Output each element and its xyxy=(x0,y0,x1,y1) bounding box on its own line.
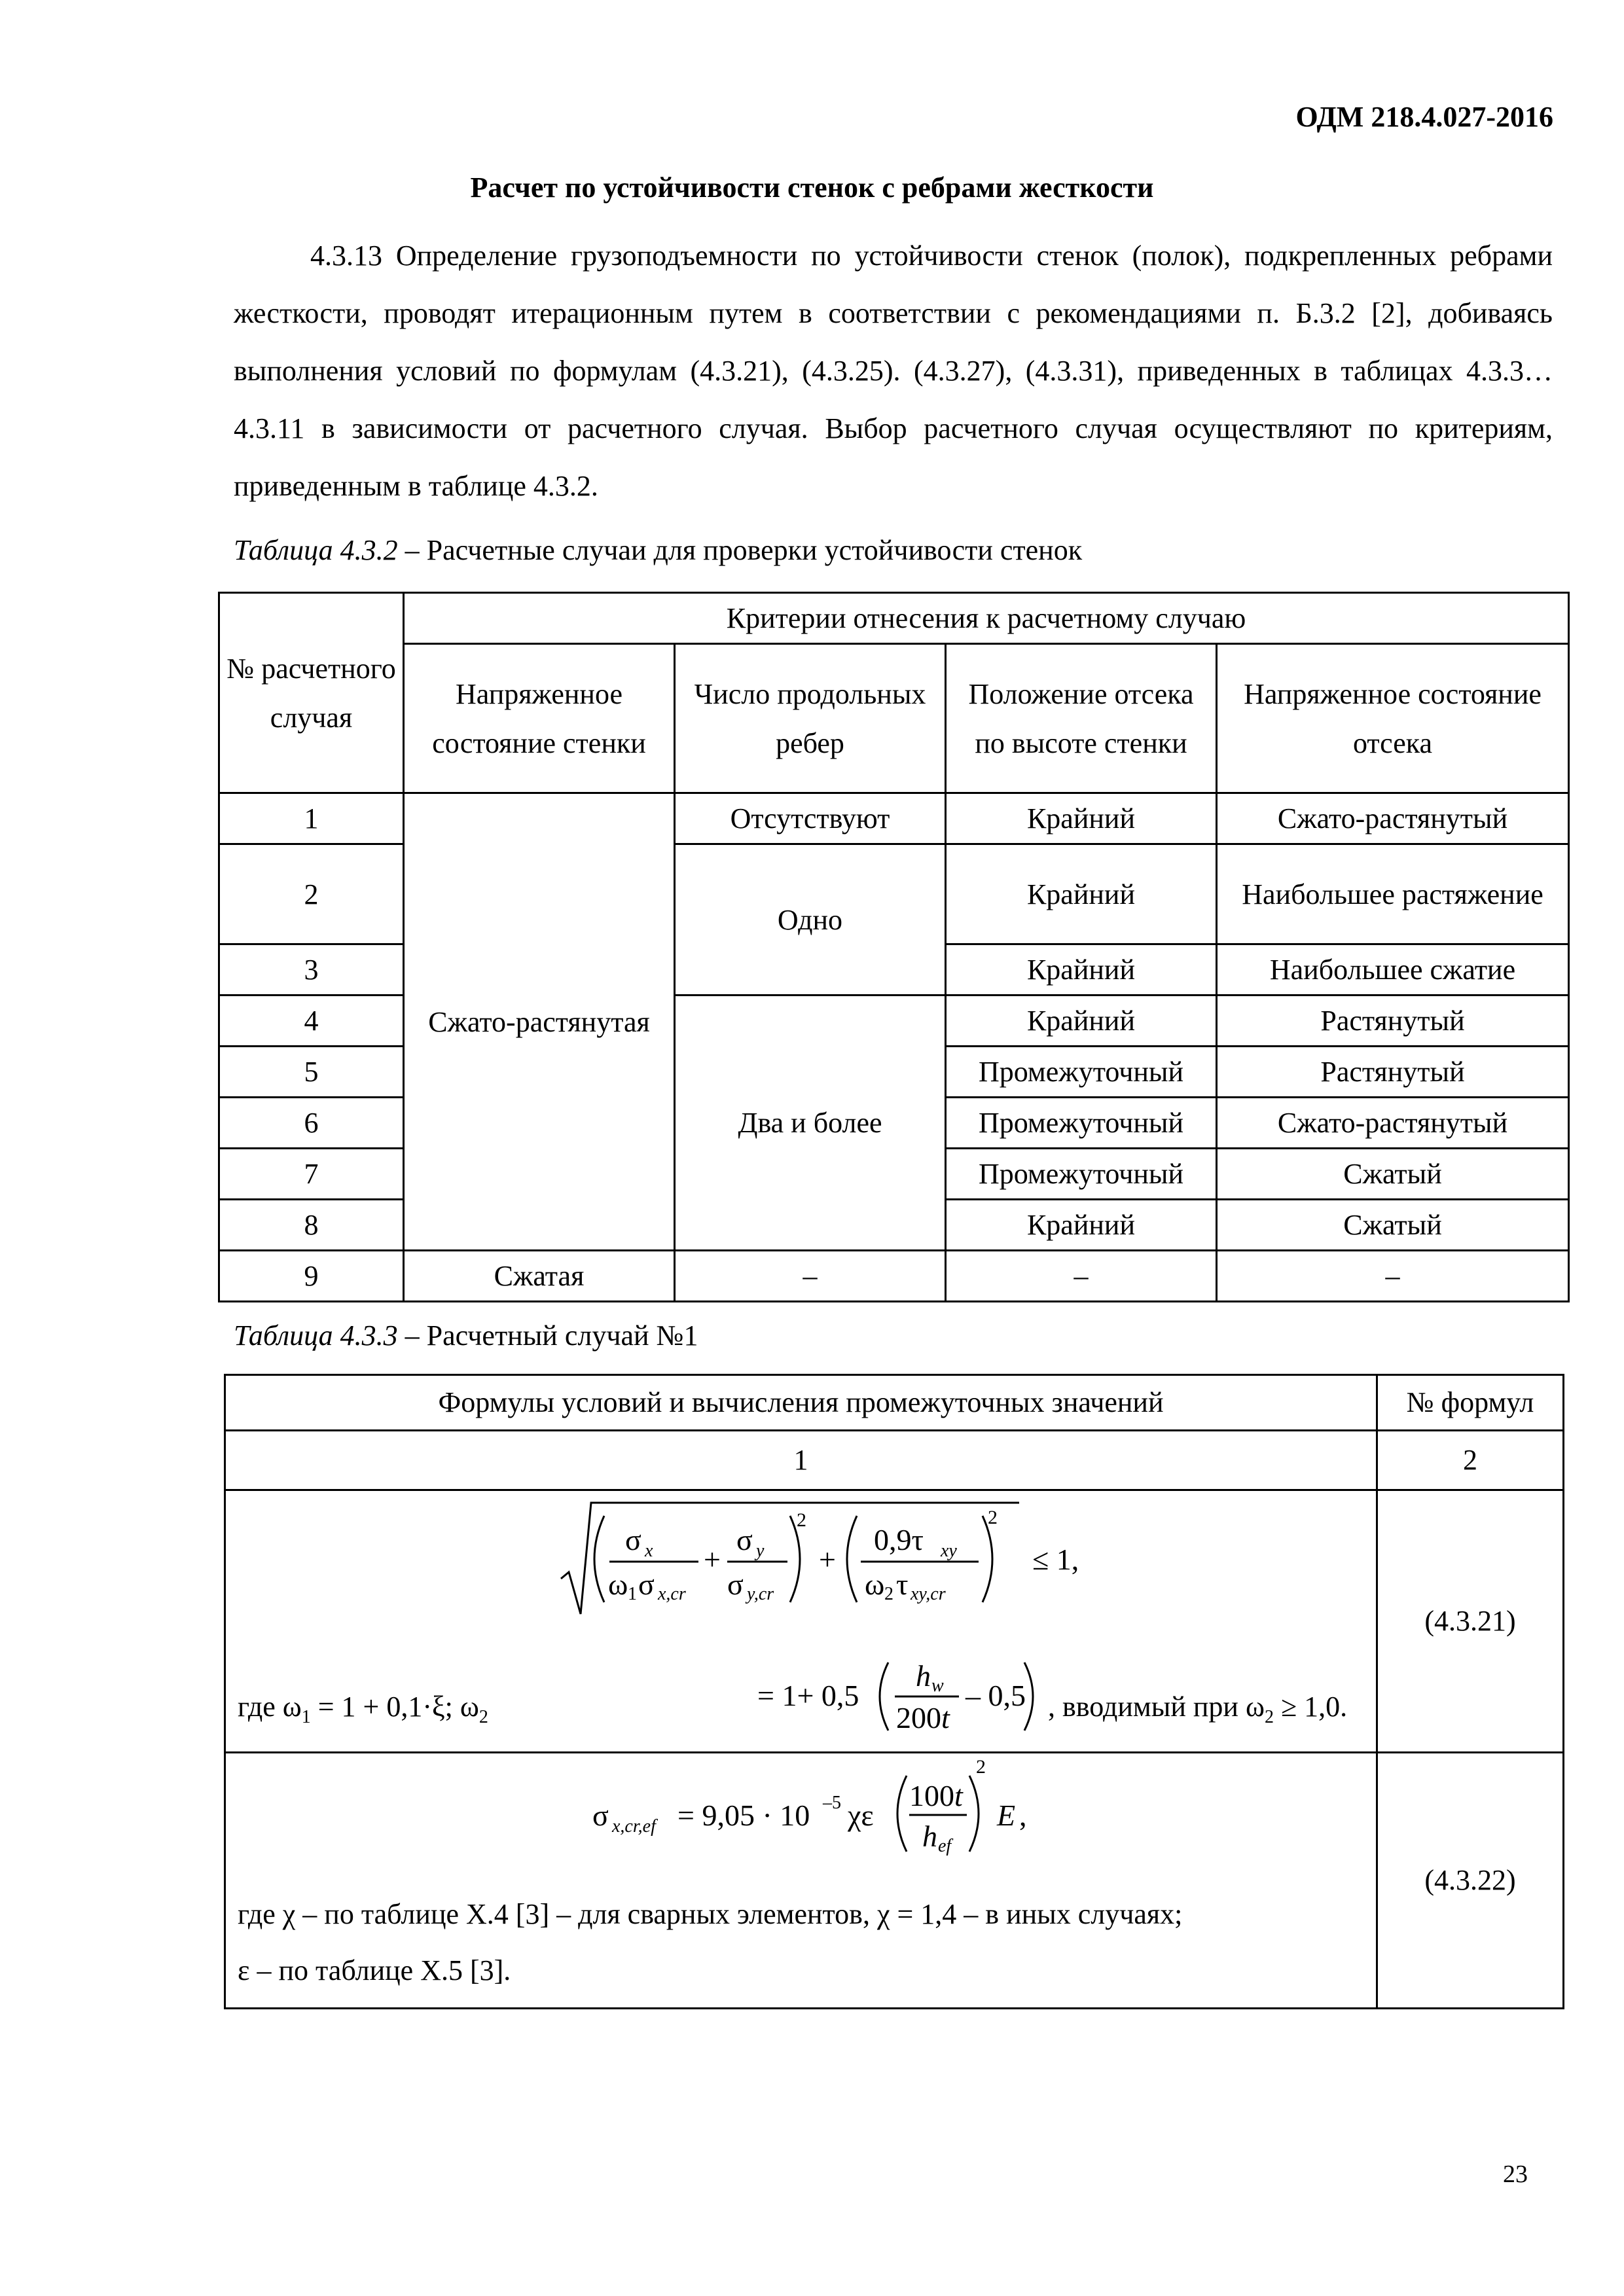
body-paragraph xyxy=(234,227,1553,515)
svg-text:2: 2 xyxy=(988,1507,998,1528)
svg-text:h: h xyxy=(922,1820,937,1853)
table-cell: – xyxy=(1217,1251,1569,1302)
table-cell: – xyxy=(946,1251,1217,1302)
table-cell: Сжатый xyxy=(1217,1149,1569,1200)
table-cell: 1 xyxy=(219,793,404,844)
svg-text:2: 2 xyxy=(797,1509,806,1531)
svg-text:= 9,05 · 10: = 9,05 · 10 xyxy=(677,1799,810,1832)
table-cell: Крайний xyxy=(946,793,1217,844)
svg-text:w: w xyxy=(931,1676,944,1696)
svg-text:χε: χε xyxy=(848,1799,874,1832)
table-cell-ribs-one: Одно xyxy=(675,844,946,996)
svg-text:y: y xyxy=(756,1541,765,1561)
table-cell: 5 xyxy=(219,1047,404,1098)
svg-text:1: 1 xyxy=(628,1584,637,1604)
svg-text:x,cr,ef: x,cr,ef xyxy=(612,1816,656,1837)
svg-text:σ: σ xyxy=(736,1523,753,1556)
table-cell: 4 xyxy=(219,996,404,1047)
table-4-3-2 xyxy=(218,592,1570,1302)
table-4-3-2-caption xyxy=(234,533,1082,567)
svg-text:200t: 200t xyxy=(896,1701,950,1734)
svg-text:h: h xyxy=(916,1659,931,1693)
table-cell: Растянутый xyxy=(1217,996,1569,1047)
table-cell: Промежуточный xyxy=(946,1098,1217,1149)
table-cell: Крайний xyxy=(946,1200,1217,1251)
svg-text:–5: –5 xyxy=(823,1793,841,1813)
table-cell-ribs-two: Два и более xyxy=(675,996,946,1251)
svg-text:E: E xyxy=(997,1799,1016,1832)
table-4-3-3-caption xyxy=(234,1319,698,1352)
formula-where-line-1: где χ – по таблице Х.4 [3] – для сварных элементов, χ = 1,4 – в иных случаях; xyxy=(238,1898,1183,1930)
table-cell: Растянутый xyxy=(1217,1047,1569,1098)
svg-text:+: + xyxy=(704,1543,721,1576)
formula-where-line: где $\omega_1 = 1 + 0,1\cdot\xi$; $\omega_2$ xyxy=(238,1691,488,1727)
table-cell: Наибольшее растяжение xyxy=(1217,844,1569,944)
section-title: Расчет по устойчивости стенок с ребрами жесткости xyxy=(470,171,1154,204)
table-cell: 6 xyxy=(219,1098,404,1149)
svg-text:σ: σ xyxy=(727,1568,744,1601)
caption-label: Таблица 4.3.2 xyxy=(234,534,398,566)
svg-text:σ: σ xyxy=(592,1799,609,1832)
formula-where-line-2: ε – по таблице Х.5 [3]. xyxy=(238,1954,511,1986)
paragraph-4-3-13: 4.3.13 Определение грузоподъемности по устойчивости стенок (полок), подкрепленных ребрами жесткости, проводят итерационным путем в соответствии с рекомендациями п. Б.3.2 [2], добиваясь выполнения условий по формулам (4.3.21), (4.3.25). (4.3.27), (4.3.31), приведенных в таблицах 4.3.3…4.3.11 в зависимости от расчетного случая. Выбор расчетного случая осуществляют по критериям, приведенным в таблице 4.3.2. xyxy=(234,240,1553,502)
svg-text:σ: σ xyxy=(638,1568,655,1601)
svg-text:0,9τ: 0,9τ xyxy=(874,1523,924,1556)
header-case-number: № расчетного случая xyxy=(219,593,404,793)
table-4-3-3 xyxy=(224,1374,1564,2009)
table-cell-stress-merged: Сжато-растянутая xyxy=(404,793,675,1251)
svg-text:y,cr: y,cr xyxy=(747,1584,774,1604)
svg-text:xy: xy xyxy=(941,1541,957,1561)
header-criteria: Критерии отнесения к расчетному случаю xyxy=(404,593,1569,644)
svg-text:= 1+ 0,5: = 1+ 0,5 xyxy=(757,1679,859,1712)
table-cell: 7 xyxy=(219,1149,404,1200)
svg-text:τ: τ xyxy=(896,1568,909,1601)
svg-text:x: x xyxy=(645,1541,653,1561)
svg-text:xy,cr: xy,cr xyxy=(911,1584,946,1604)
svg-text:x,cr: x,cr xyxy=(658,1584,686,1604)
svg-text:σ: σ xyxy=(625,1523,641,1556)
svg-text:,: , xyxy=(1019,1799,1027,1832)
table-cell: Крайний xyxy=(946,844,1217,944)
svg-text:ef: ef xyxy=(938,1836,952,1856)
caption-text: – Расчетный случай №1 xyxy=(397,1319,698,1352)
table-cell: 9 xyxy=(219,1251,404,1302)
header-wall-stress: Напряженное состояние стенки xyxy=(404,644,675,793)
formula-cell-4-3-22 xyxy=(225,1753,1377,2009)
header-panel-stress: Напряженное состояние отсека xyxy=(1217,644,1569,793)
caption-text: – Расчетные случаи для проверки устойчивости стенок xyxy=(397,534,1083,566)
where-lead: где ω xyxy=(238,1691,302,1723)
table-cell: 2 xyxy=(219,844,404,944)
page-number: 23 xyxy=(1503,2161,1528,2188)
header-formulas: Формулы условий и вычисления промежуточных значений xyxy=(225,1375,1377,1431)
svg-text:– 0,5: – 0,5 xyxy=(965,1679,1026,1712)
header-formula-numbers: № формул xyxy=(1377,1375,1564,1431)
table-cell: 3 xyxy=(219,944,404,996)
svg-text:ω: ω xyxy=(608,1568,628,1601)
table-cell: Отсутствуют xyxy=(675,793,946,844)
table-cell: Крайний xyxy=(946,944,1217,996)
caption-label: Таблица 4.3.3 xyxy=(234,1319,398,1352)
table-cell: Сжатая xyxy=(404,1251,675,1302)
table-cell: Промежуточный xyxy=(946,1149,1217,1200)
where-end: ≥ 1,0. xyxy=(1273,1691,1348,1723)
header-panel-position: Положение отсека по высоте стенки xyxy=(946,644,1217,793)
where-tail: , вводимый при ω xyxy=(1048,1691,1265,1723)
svg-text:ω: ω xyxy=(865,1568,885,1601)
table-cell: Сжатый xyxy=(1217,1200,1569,1251)
header-rib-count: Число продольных ребер xyxy=(675,644,946,793)
svg-text:≤ 1,: ≤ 1, xyxy=(1032,1543,1079,1576)
table-cell: 8 xyxy=(219,1200,404,1251)
table-cell: Наибольшее сжатие xyxy=(1217,944,1569,996)
svg-text:100t: 100t xyxy=(909,1779,963,1812)
formula-cell-4-3-21 xyxy=(225,1490,1377,1753)
column-index: 2 xyxy=(1377,1431,1564,1490)
table-cell: – xyxy=(675,1251,946,1302)
formula-number-4-3-22: (4.3.22) xyxy=(1377,1753,1564,2009)
svg-text:2: 2 xyxy=(884,1584,893,1604)
table-cell: Промежуточный xyxy=(946,1047,1217,1098)
svg-text:+: + xyxy=(819,1543,836,1576)
formula-where-tail: , вводимый при $\omega_2 \ge 1,0$. xyxy=(1048,1691,1348,1727)
table-cell: Сжато-растянутый xyxy=(1217,793,1569,844)
document-code: ОДМ 218.4.027-2016 xyxy=(1295,101,1553,133)
where-mid: = 1 + 0,1·ξ; ω xyxy=(310,1691,479,1723)
table-cell: Сжато-растянутый xyxy=(1217,1098,1569,1149)
svg-text:2: 2 xyxy=(976,1756,986,1778)
table-cell: Крайний xyxy=(946,996,1217,1047)
formula-number-4-3-21: (4.3.21) xyxy=(1377,1490,1564,1753)
column-index: 1 xyxy=(225,1431,1377,1490)
